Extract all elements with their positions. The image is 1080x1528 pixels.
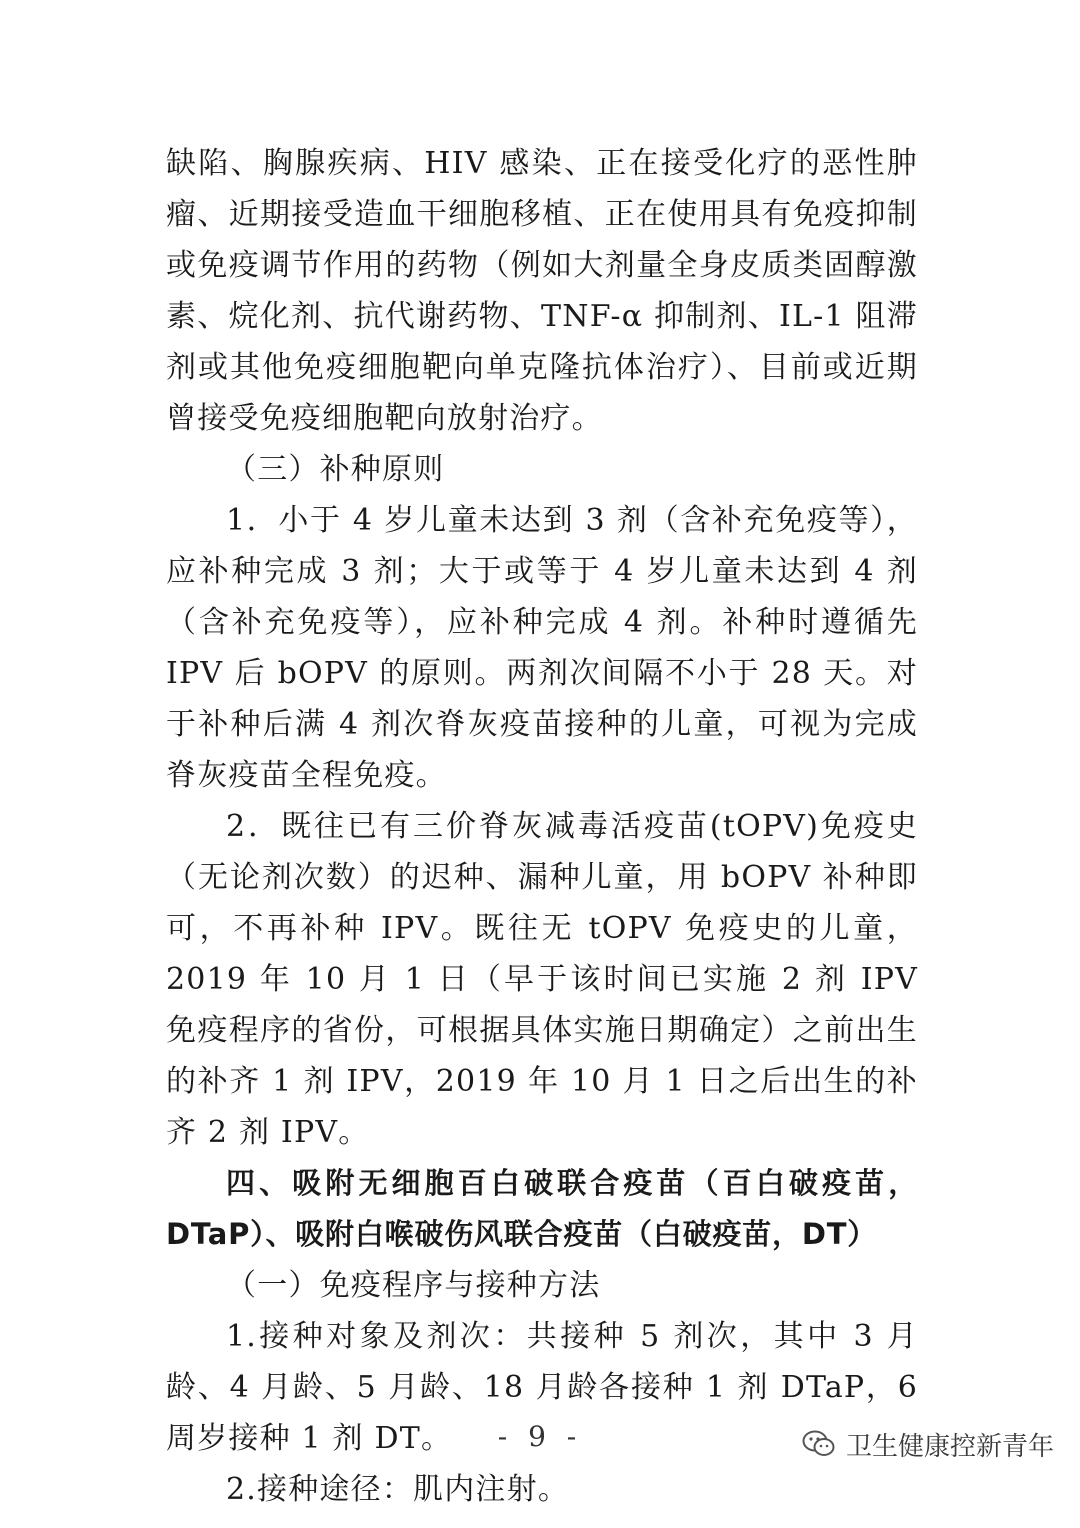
subheading-catch-up-principles: （三）补种原则 xyxy=(226,452,445,487)
paragraph-vaccination-route: 2.接种途径：肌内注射。 xyxy=(226,1472,570,1507)
watermark-text: 卫生健康控新青年 xyxy=(846,1431,1055,1462)
section-heading-dtap-dt: 四、吸附无细胞百白破联合疫苗（百白破疫苗，DTaP）、吸附白喉破伤风联合疫苗（白破疫苗，DT） xyxy=(166,1166,918,1251)
subheading-immunization-schedule: （一）免疫程序与接种方法 xyxy=(226,1268,601,1303)
wechat-watermark xyxy=(802,1422,1054,1466)
wechat-icon xyxy=(802,1429,836,1459)
paragraph-catch-up-rule-2: 2．既往已有三价脊灰减毒活疫苗(tOPV)免疫史（无论剂次数）的迟种、漏种儿童，用 bOPV 补种即可，不再补种 IPV。既往无 tOPV 免疫史的儿童，2019 年 10 月 1 日（早于该时间已实施 2 剂 IPV 免疫程序的省份，可根据具体实施日期确定）之前出生的补齐 1 剂 IPV，2019 年 10 月 1 日之后出生的补齐 2 剂 IPV。 xyxy=(166,809,918,1150)
page-number: - 9 - xyxy=(497,1420,583,1453)
paragraph-immunodeficiency-conditions: 缺陷、胸腺疾病、HIV 感染、正在接受化疗的恶性肿瘤、近期接受造血干细胞移植、正在使用具有免疫抑制或免疫调节作用的药物（例如大剂量全身皮质类固醇激素、烷化剂、抗代谢药物、TNF-α 抑制剂、IL-1 阻滞剂或其他免疫细胞靶向单克隆抗体治疗）、目前或近期曾接受免疫细胞靶向放射治疗。 xyxy=(166,146,918,436)
document-body xyxy=(166,138,918,1515)
paragraph-catch-up-rule-1: 1．小于 4 岁儿童未达到 3 剂（含补充免疫等），应补种完成 3 剂；大于或等于 4 岁儿童未达到 4 剂（含补充免疫等），应补种完成 4 剂。补种时遵循先 IPV 后 bOPV 的原则。两剂次间隔不小于 28 天。对于补种后满 4 剂次脊灰疫苗接种的儿童，可视为完成脊灰疫苗全程免疫。 xyxy=(166,503,918,793)
paragraph-vaccination-targets: 1.接种对象及剂次：共接种 5 剂次，其中 3 月龄、4 月龄、5 月龄、18 月龄各接种 1 剂 DTaP，6 周岁接种 1 剂 DT。 xyxy=(166,1319,918,1456)
